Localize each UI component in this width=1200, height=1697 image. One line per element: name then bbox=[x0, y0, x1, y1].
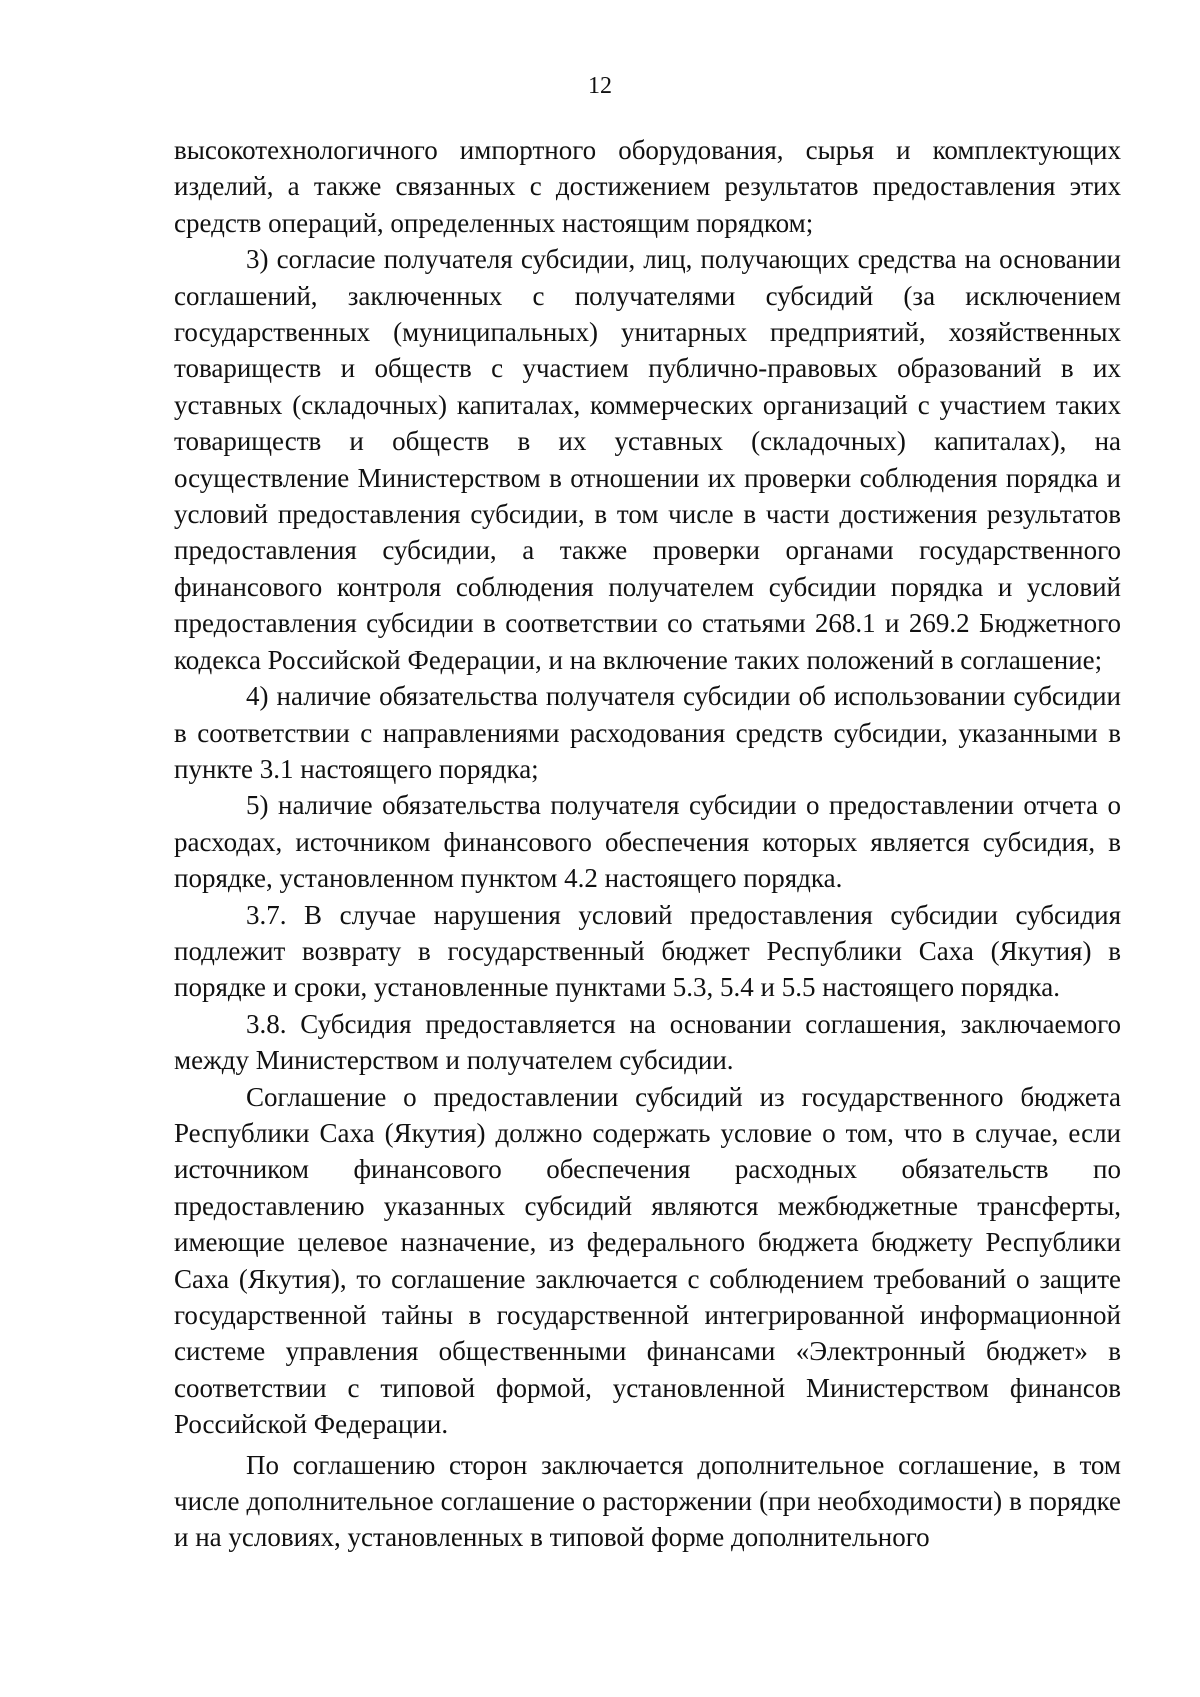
paragraph-clause-3-8: 3.8. Субсидия предоставляется на основании соглашения, заключаемого между Министерством и получателем субсидии. bbox=[174, 1008, 1121, 1076]
paragraph-clause-3-7: 3.7. В случае нарушения условий предоставления субсидии субсидия подлежит возврату в государственный бюджет Республики Саха (Якутия) в порядке и сроки, установленные пунктами 5.3, 5.4 и 5.5 настоящего порядка. bbox=[174, 899, 1121, 1003]
paragraph-item-5: 5) наличие обязательства получателя субсидии о предоставлении отчета о расходах, источником финансового обеспечения которых является субсидия, в порядке, установленном пунктом 4.2 настоящего порядка. bbox=[174, 790, 1121, 894]
paragraph-continuation: высокотехнологичного импортного оборудования, сырья и комплектующих изделий, а также связанных с достижением результатов предоставления этих средств операций, определенных настоящим порядком; bbox=[174, 135, 1121, 238]
paragraph-item-3: 3) согласие получателя субсидии, лиц, получающих средства на основании соглашений, заключенных с получателями субсидий (за исключением государственных (муниципальных) унитарных предприятий, хозяйственных товариществ и обществ с участием публично-правовых образований в их уставных (складочных) капиталах, коммерческих организаций с участием таких товариществ и обществ в их уставных (складочных) капиталах), на осуществление Министерством в отношении их проверки соблюдения порядка и условий предоставления субсидии, в том числе в части достижения результатов предоставления субсидии, а также проверки органами государственного финансового контроля соблюдения получателем субсидии порядка и условий предоставления субсидии в соответствии со статьями 268.1 и 269.2 Бюджетного кодекса Российской Федерации, и на включение таких положений в соглашение; bbox=[174, 244, 1121, 675]
document-body bbox=[174, 132, 1121, 1556]
page-number: 12 bbox=[588, 73, 612, 99]
paragraph-item-4: 4) наличие обязательства получателя субсидии об использовании субсидии в соответствии с направлениями расходования средств субсидии, указанными в пункте 3.1 настоящего порядка; bbox=[174, 681, 1121, 784]
paragraph-agreement-conditions: Соглашение о предоставлении субсидий из государственного бюджета Республики Саха (Якутия) должно содержать условие о том, что в случае, если источником финансового обеспечения расходных обязательств по предоставлению указанных субсидий являются межбюджетные трансферты, имеющие целевое назначение, из федерального бюджета бюджету Республики Саха (Якутия), то соглашение заключается с соблюдением требований о защите государственной тайны в государственной интегрированной информационной системе управления общественными финансами «Электронный бюджет» в соответствии с типовой формой, установленной Министерством финансов Российской Федерации. bbox=[174, 1081, 1121, 1440]
paragraph-additional-agreement: По соглашению сторон заключается дополнительное соглашение, в том числе дополнительное соглашение о расторжении (при необходимости) в порядке и на условиях, установленных в типовой форме дополнительного bbox=[174, 1449, 1121, 1553]
